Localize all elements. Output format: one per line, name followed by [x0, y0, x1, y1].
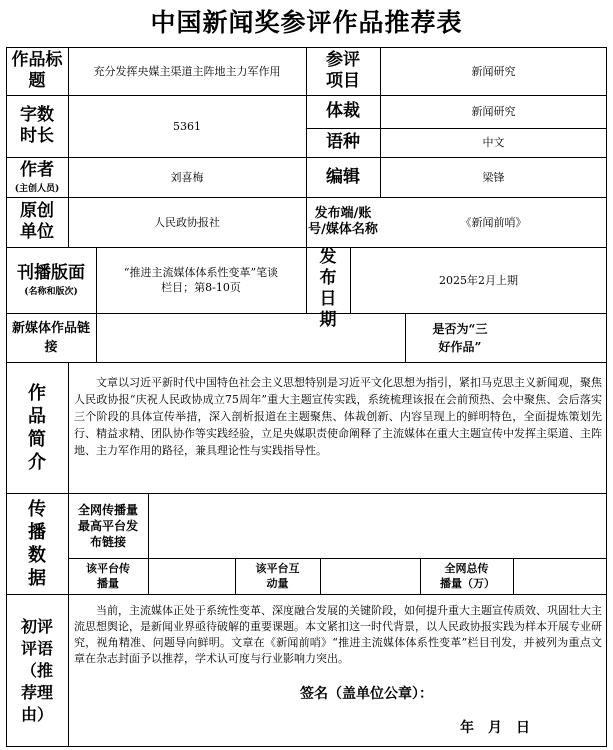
- language-value: 中文: [482, 136, 505, 149]
- signature-date: 年 月 日: [460, 720, 530, 736]
- recommend-label: 初评评语（推荐理由）: [20, 616, 53, 724]
- top-platform-value[interactable]: [148, 493, 607, 558]
- platform-spread-label: 该平台传播量: [86, 562, 130, 590]
- publish-section-label: 刊播版面: [17, 263, 85, 283]
- three-good-label: 是否为“三好作品”: [432, 321, 488, 354]
- author-label-cell: [6, 157, 68, 197]
- page-title: 中国新闻奖参评作品推荐表: [150, 8, 463, 37]
- editor-value: 梁锋: [482, 170, 505, 184]
- genre-value: 新闻研究: [471, 105, 516, 118]
- spread-label: 传播数据: [28, 498, 46, 589]
- recommend-text: 当前，主流媒体正处于系统性变革、深度融合发展的关键阶段，如何提升重大主题宣传质效、巩固壮大主流思想舆论，是新闻业界亟待破解的重要课题。本文紧扣这一时代背景，以人民政协报实践为样本开展专业研究，视角精准、问题导向鲜明。文章在《新闻前哨》“推进主流媒体体系性变革”栏目刊发，并被列为重点文章在杂志封面予以推荐，学术认可度与行业影响力突出。: [74, 604, 602, 665]
- new-media-link-value: [96, 313, 405, 362]
- summary-label: 作品简介: [28, 382, 46, 473]
- summary-text: 文章以习近平新时代中国特色社会主义思想特别是习近平文化思想为指引，紧扣马克思主义新闻观，聚焦人民政协报“庆祝人民政协成立75周年”重大主题宣传实践，系统梳理该报在会前预热、会中聚焦、会后落实三个阶段的具体宣传举措，深入剖析报道在主题聚焦、体裁创新、内容呈现上的鲜明特色，全面提炼策划先行、精益求精、团队协作等实践经验，立足央媒职责使命阐释了主流媒体在重大主题宣传中发挥主渠道、主阵地、主力军作用的路径，兼具理论性与实践指导性。: [74, 376, 602, 457]
- publish-media-value: 《新闻前哨》: [460, 215, 527, 229]
- total-spread-value: [513, 558, 607, 594]
- entry-category-label: 参评项目: [326, 50, 360, 91]
- publish-date-label: 发布日期: [319, 247, 337, 330]
- work-title-value: 充分发挥央媒主渠道主阵地主力军作用: [93, 64, 281, 78]
- publish-media-label: 发布端/账号/媒体名称: [308, 206, 378, 237]
- editor-label: 编辑: [326, 166, 360, 187]
- publish-section-sublabel: (名称和版次): [24, 287, 78, 297]
- publish-section-label-cell: [6, 247, 96, 313]
- entry-category-value: 新闻研究: [471, 64, 516, 78]
- platform-interact-value: [320, 558, 420, 594]
- word-count-label: 字数时长: [20, 105, 54, 146]
- author-label: 作者: [20, 160, 54, 180]
- work-title-label: 作品标题: [11, 50, 63, 91]
- new-media-link-label: 新媒体作品链接: [11, 320, 90, 355]
- genre-label: 体裁: [326, 101, 360, 121]
- total-spread-label: 全网总传播量（万）: [440, 562, 495, 590]
- publish-date-value: 2025年2月上期: [439, 273, 518, 287]
- original-unit-label: 原创单位: [20, 201, 54, 242]
- signature-label: 签名（盖单位公章）：: [300, 686, 433, 702]
- original-unit-value: 人民政协报社: [154, 215, 220, 229]
- three-good-value: [515, 313, 607, 362]
- word-count-value: 5361: [173, 119, 201, 133]
- author-value: 刘喜梅: [170, 170, 204, 184]
- author-sublabel: (主创人员): [14, 184, 60, 194]
- platform-interact-label: 该平台互动量: [255, 562, 300, 590]
- publish-section-value: “推进主流媒体体系性变革”笔谈栏目；第8-10页: [123, 266, 279, 294]
- language-label: 语种: [326, 132, 360, 152]
- top-platform-label: 全网传播量最高平台发布链接: [78, 502, 139, 549]
- platform-spread-value: [148, 558, 235, 594]
